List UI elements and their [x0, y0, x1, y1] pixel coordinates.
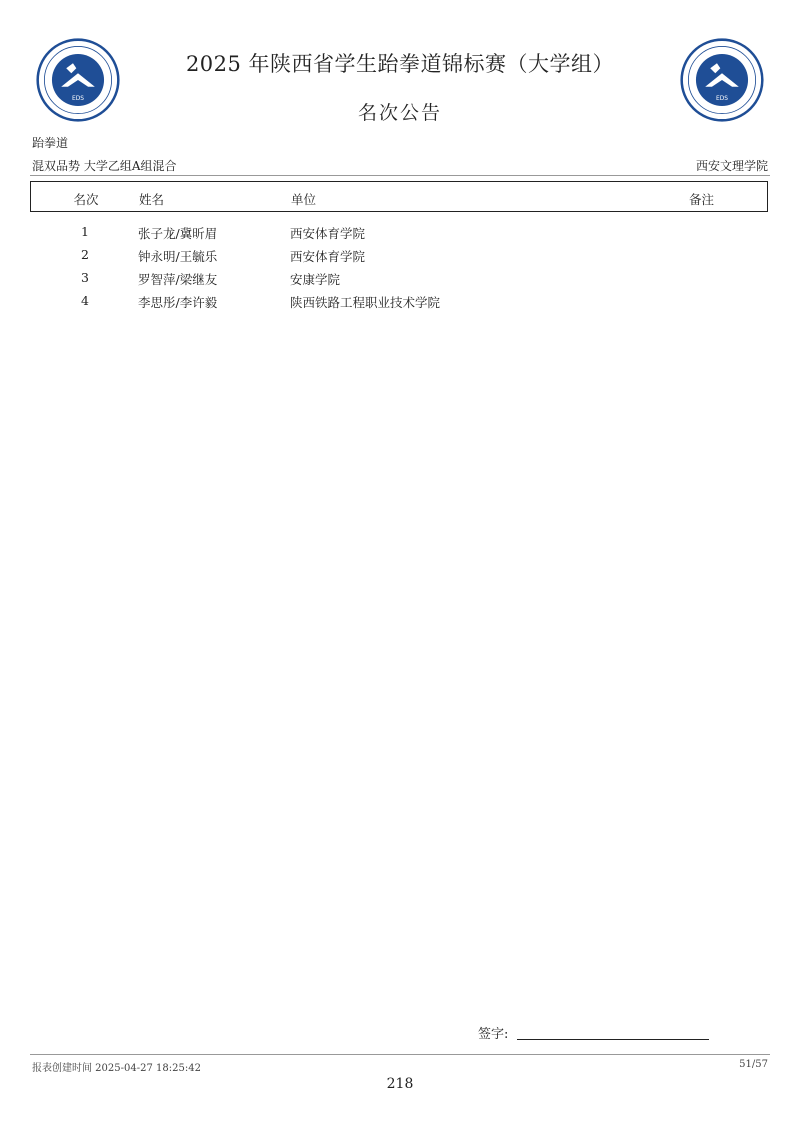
sport-label: 跆拳道 — [32, 136, 69, 150]
header-name: 姓名 — [139, 192, 165, 207]
event-label: 混双品势 大学乙组A组混合 — [32, 159, 177, 173]
cell-rank: 4 — [81, 293, 89, 308]
table-row — [30, 247, 768, 269]
cell-unit: 陕西铁路工程职业技术学院 — [290, 295, 441, 310]
page-count: 51/57 — [739, 1059, 768, 1070]
header-unit: 单位 — [291, 192, 317, 207]
cell-unit: 安康学院 — [290, 272, 341, 287]
report-created-time: 报表创建时间 2025-04-27 18:25:42 — [32, 1063, 201, 1074]
cell-rank: 2 — [81, 247, 89, 262]
table-row — [30, 293, 768, 315]
signature-label: 签字: — [478, 1027, 509, 1042]
svg-text:EDS: EDS — [716, 96, 728, 103]
page-subtitle: 名次公告 — [357, 102, 442, 124]
header-note: 备注 — [689, 192, 715, 207]
cell-rank: 1 — [81, 224, 89, 239]
cell-name: 张子龙/冀昕眉 — [138, 226, 218, 241]
footer-divider — [30, 1054, 770, 1055]
cell-name: 罗智萍/梁继友 — [138, 272, 218, 287]
cell-name: 钟永明/王毓乐 — [138, 249, 218, 264]
table-header — [30, 181, 768, 212]
page-number: 218 — [386, 1076, 414, 1092]
table-row — [30, 224, 768, 246]
page-title: 2025 年陕西省学生跆拳道锦标赛（大学组） — [185, 52, 615, 76]
cell-unit: 西安体育学院 — [290, 226, 366, 241]
divider — [30, 175, 770, 176]
cell-rank: 3 — [81, 270, 89, 285]
header-rank: 名次 — [73, 192, 99, 207]
venue-label: 西安文理学院 — [695, 159, 768, 173]
signature-line — [517, 1039, 709, 1040]
table-row — [30, 270, 768, 292]
cell-unit: 西安体育学院 — [290, 249, 366, 264]
svg-text:EDS: EDS — [72, 96, 84, 103]
cell-name: 李思彤/李许毅 — [138, 295, 218, 310]
